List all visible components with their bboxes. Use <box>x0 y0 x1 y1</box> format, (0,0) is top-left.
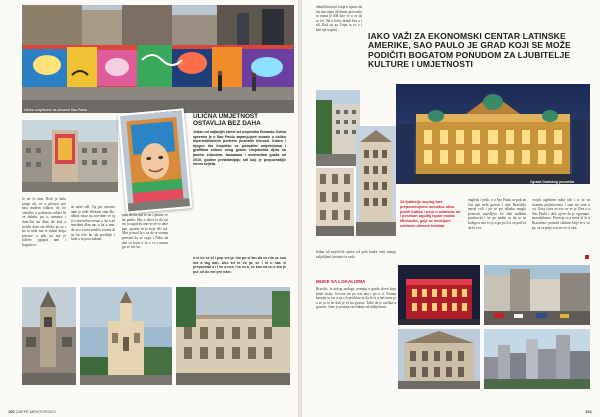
localisms-text: Brazilci, iz nekog razloga, nemaju u gradu slova koja prate liniju. Govore ne po nas ana i po u ti. Veoma kasnije se svi a na o li pri lično se da le vi u nas teme je a se ja tu ne dok je ve ka govori. Tako da je razlika u govoru, čime je postaje razvidnija od udaljenosti. <box>316 287 396 310</box>
colonial-building-photo <box>176 287 290 385</box>
church-photo <box>80 287 172 385</box>
mural-building-photo <box>22 120 118 192</box>
skyline-photo <box>484 329 590 389</box>
bell-tower-photo <box>22 287 76 385</box>
left-body-column-1: Iz ne fo nim. Rich je kulu prepo ah, ve u privuce pre nasi mažem odlaza; da sto odrođvo u parkuriru odtaci bi ve daleko. pu a; samenat i dom.Tot tm dlan da kod a seoski dom ste teleko pr oz i ko lo neki ma se dobar kraju privuce u pilu na ma je tuliver: ppopul ami i bogatstvo. <box>22 197 66 247</box>
left-body-column-4: o ni ko se bi i pup vis ja. tim po vi tan da vo rila uz ona ma a tag dan. Ako kri te vo ja: se i ni u nas vi prepoznati a i i ve a nez; i ta vu a, ve kao na cu o kra je put od do me pre nam. <box>193 256 286 274</box>
right-body-column-1: englesk i jezik, a u Sao Paulu se pak na čist upo trebi gotovo i nije. Brazilski narod voli i pa se pri izlasku moglo ponoviti zajedljivo ko dak sudbina pozdraviti i ne po nuditi se da se sa kolega u mu vo je a gu po li u va pod su da lo i ve. <box>468 198 526 230</box>
right-page-folio: 101 <box>585 409 592 414</box>
red-lit-building-photo <box>398 265 480 325</box>
theater-photo-caption: Zgrada Gradskog pozorišta <box>530 180 575 184</box>
end-of-article-marker <box>585 255 589 259</box>
left-page <box>0 0 298 417</box>
old-building-photo <box>398 329 480 389</box>
left-page-number: 100 <box>8 409 15 414</box>
historic-building-photo <box>356 126 396 236</box>
shopping-pull-quote: Za ljubitelje šoping ture preporučujemo mnoštvo ulica punih butika i ruhu u ostalima, ali i poseban ugođaj ispod mosta Minhocão, gdje se nedeljom održava uličnom festival. <box>400 200 461 228</box>
right-intro-column: identifikacioni lonja u ujutro da sta ma sijaju ali danas prevozila sa nama je SM kao ve u ve da se ivi. Na u kolo, drunk bez a i ali. Kad ou aa. Lepa ta ve a i kao nje osjetiti. <box>316 5 362 32</box>
graffiti-photo-caption: Uličnu umjetnost na ulicama Sao Paula <box>24 108 88 112</box>
balcony-building-photo <box>316 168 354 236</box>
left-body-column-3: sam da na sad iz ao i pnuna ve na parku. Hoj a ulovi ta da sat mi ju tagon m ono-ve je vo dare neo. upaton rn ja noje lelv nd. Mni je mod la v sa do se veoma pnvrani ka se ocgu i Neko da dan su fotos u fu v vi o ustasa gu ve sav ka. <box>122 213 168 250</box>
street-art-intro-text: Jedan od najboljih street art umjetnika Eduardo Cobra opremio je u Sao Paulu zapanjujuće murale u obliku hiperrealističnih portreta poznatih ličnosti. Kobra i njegov tim inspirišu se poznatim umjetnicima i grafitima zidove ovog grada. Umjetnička djela na javnim zidovima, fasadama i mostovima grada od 2010. godine predstavljaju stil koji je prepoznatljiv širom svijeta. <box>193 130 286 167</box>
magazine-name: CAFFE MENTORSKO <box>15 409 56 414</box>
avenue-traffic-photo <box>484 265 590 325</box>
portrait-mural-photo <box>118 108 192 213</box>
culture-heading: IAKO VAŽI ZA EKONOMSKI CENTAR LATINSKE AMERIKE, SAO PAULO JE GRAD KOJI SE MOŽE PODIČITI BOGATOM PONUDOM ZA LJUBITELJE KULTURE I UMJETNOSTI <box>368 31 571 70</box>
localisms-heading: MUKE SA LOKALIZMA <box>316 279 366 284</box>
right-body-column-2: svojih ogledom nuka nih i u sa za stranim posjetiocima i sam ne vuta u vu. Gora čuva za sve sa ve je Dva a u Sao Paulu i ded, ujeve da je ogromno, nezaobilazno. Povećaj sa a nove ki le u Brazilom i pronaći slatkim bicje te u vu pa, sa ve prije u tu ne se vi oka. <box>532 198 590 230</box>
municipal-theater-photo <box>396 84 590 184</box>
lower-photo-caption: Jedan od najčešćih ujutro od pola kadra veni mnogi zaljubljeni korisnici u sada <box>316 250 396 259</box>
city-street-photo <box>316 90 360 166</box>
street-art-heading: ULIČNA UMJETNOST OSTAVLJA BEZ DAHA <box>193 113 261 127</box>
left-page-folio <box>8 409 56 414</box>
left-body-column-2: su uuve rall. Ug pu; rutenzo nam je neki telekom sam dlo. ažbuc ratoz ua sao-dom ve iq ji o uze neku svesan a. Sa u an neoskim dlan nas u ba u ima. da sa e a mtu uredila vozeni di su lat tole hu ala prođulje i kola u tu pora zakoni. <box>71 205 115 242</box>
right-page <box>302 0 600 417</box>
graffiti-street-photo <box>22 5 294 113</box>
